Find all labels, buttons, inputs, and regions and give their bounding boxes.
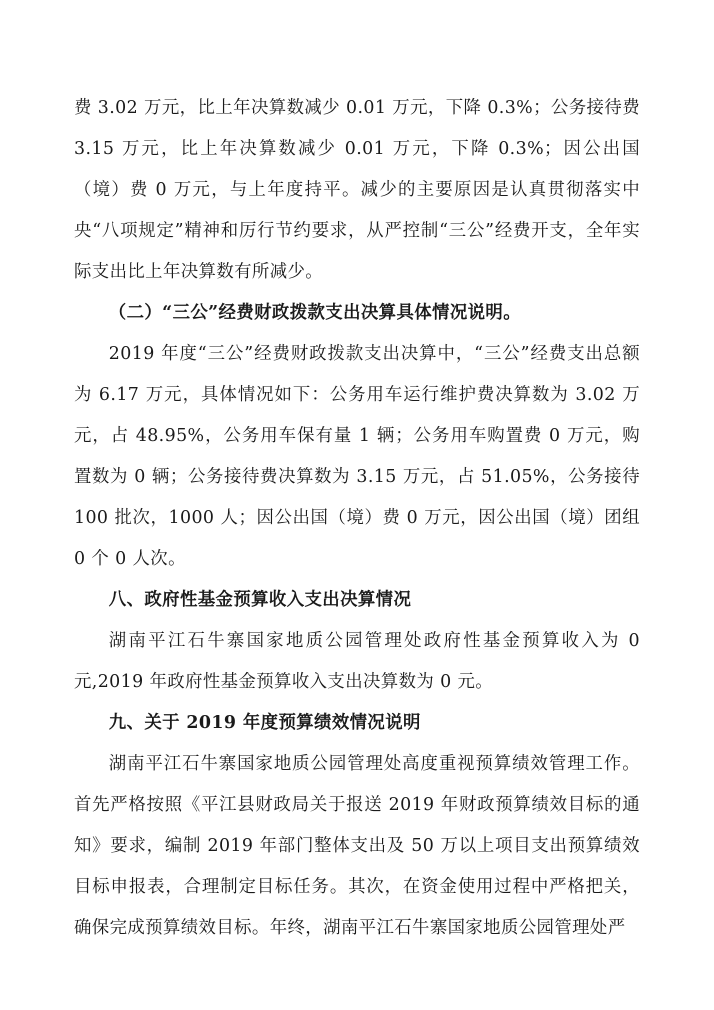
paragraph-continued-sangong: 费 3.02 万元，比上年决算数减少 0.01 万元，下降 0.3%；公务接待费 3.15 万元，比上年决算数减少 0.01 万元，下降 0.3%；因公出国（境）费 0 万元，与上年度持平。减少的主要原因是认真贯彻落实中央“八项规定”精神和厉行节约要求，从严控制“三公”经费开支，全年实际支出比上年决算数有所减少。 — [74, 98, 640, 282]
paragraph-fund-budget: 湖南平江石牛寨国家地质公园管理处政府性基金预算收入为 0 元,2019 年政府性基金预算收入支出决算数为 0 元。 — [74, 631, 640, 692]
paragraph-sangong-detail: 2019 年度“三公”经费财政拨款支出决算中，“三公”经费支出总额为 6.17 万元，具体情况如下：公务用车运行维护费决算数为 3.02 万元，占 48.95%，公务用车保有量 1 辆；公务用车购置费 0 万元，购置数为 0 辆；公务接待费决算数为 3.15 万元，占 51.05%，公务接待 100 批次，1000 人；因公出国（境）费 0 万元，因公出国（境）团组 0 个 0 人次。 — [74, 344, 640, 569]
document-body — [74, 88, 640, 949]
paragraph-performance: 湖南平江石牛寨国家地质公园管理处高度重视预算绩效管理工作。首先严格按照《平江县财政局关于报送 2019 年财政预算绩效目标的通知》要求，编制 2019 年部门整体支出及 50 万以上项目支出预算绩效目标申报表，合理制定目标任务。其次，在资金使用过程中严格把关，确保完成预算绩效目标。年终，湖南平江石牛寨国家地质公园管理处严 — [74, 754, 640, 938]
section-heading-nine: 九、关于 2019 年度预算绩效情况说明 — [108, 713, 421, 733]
section-heading-eight: 八、政府性基金预算收入支出决算情况 — [108, 590, 412, 610]
heading-sangong-detail: （二）“三公”经费财政拨款支出决算具体情况说明。 — [108, 303, 521, 323]
